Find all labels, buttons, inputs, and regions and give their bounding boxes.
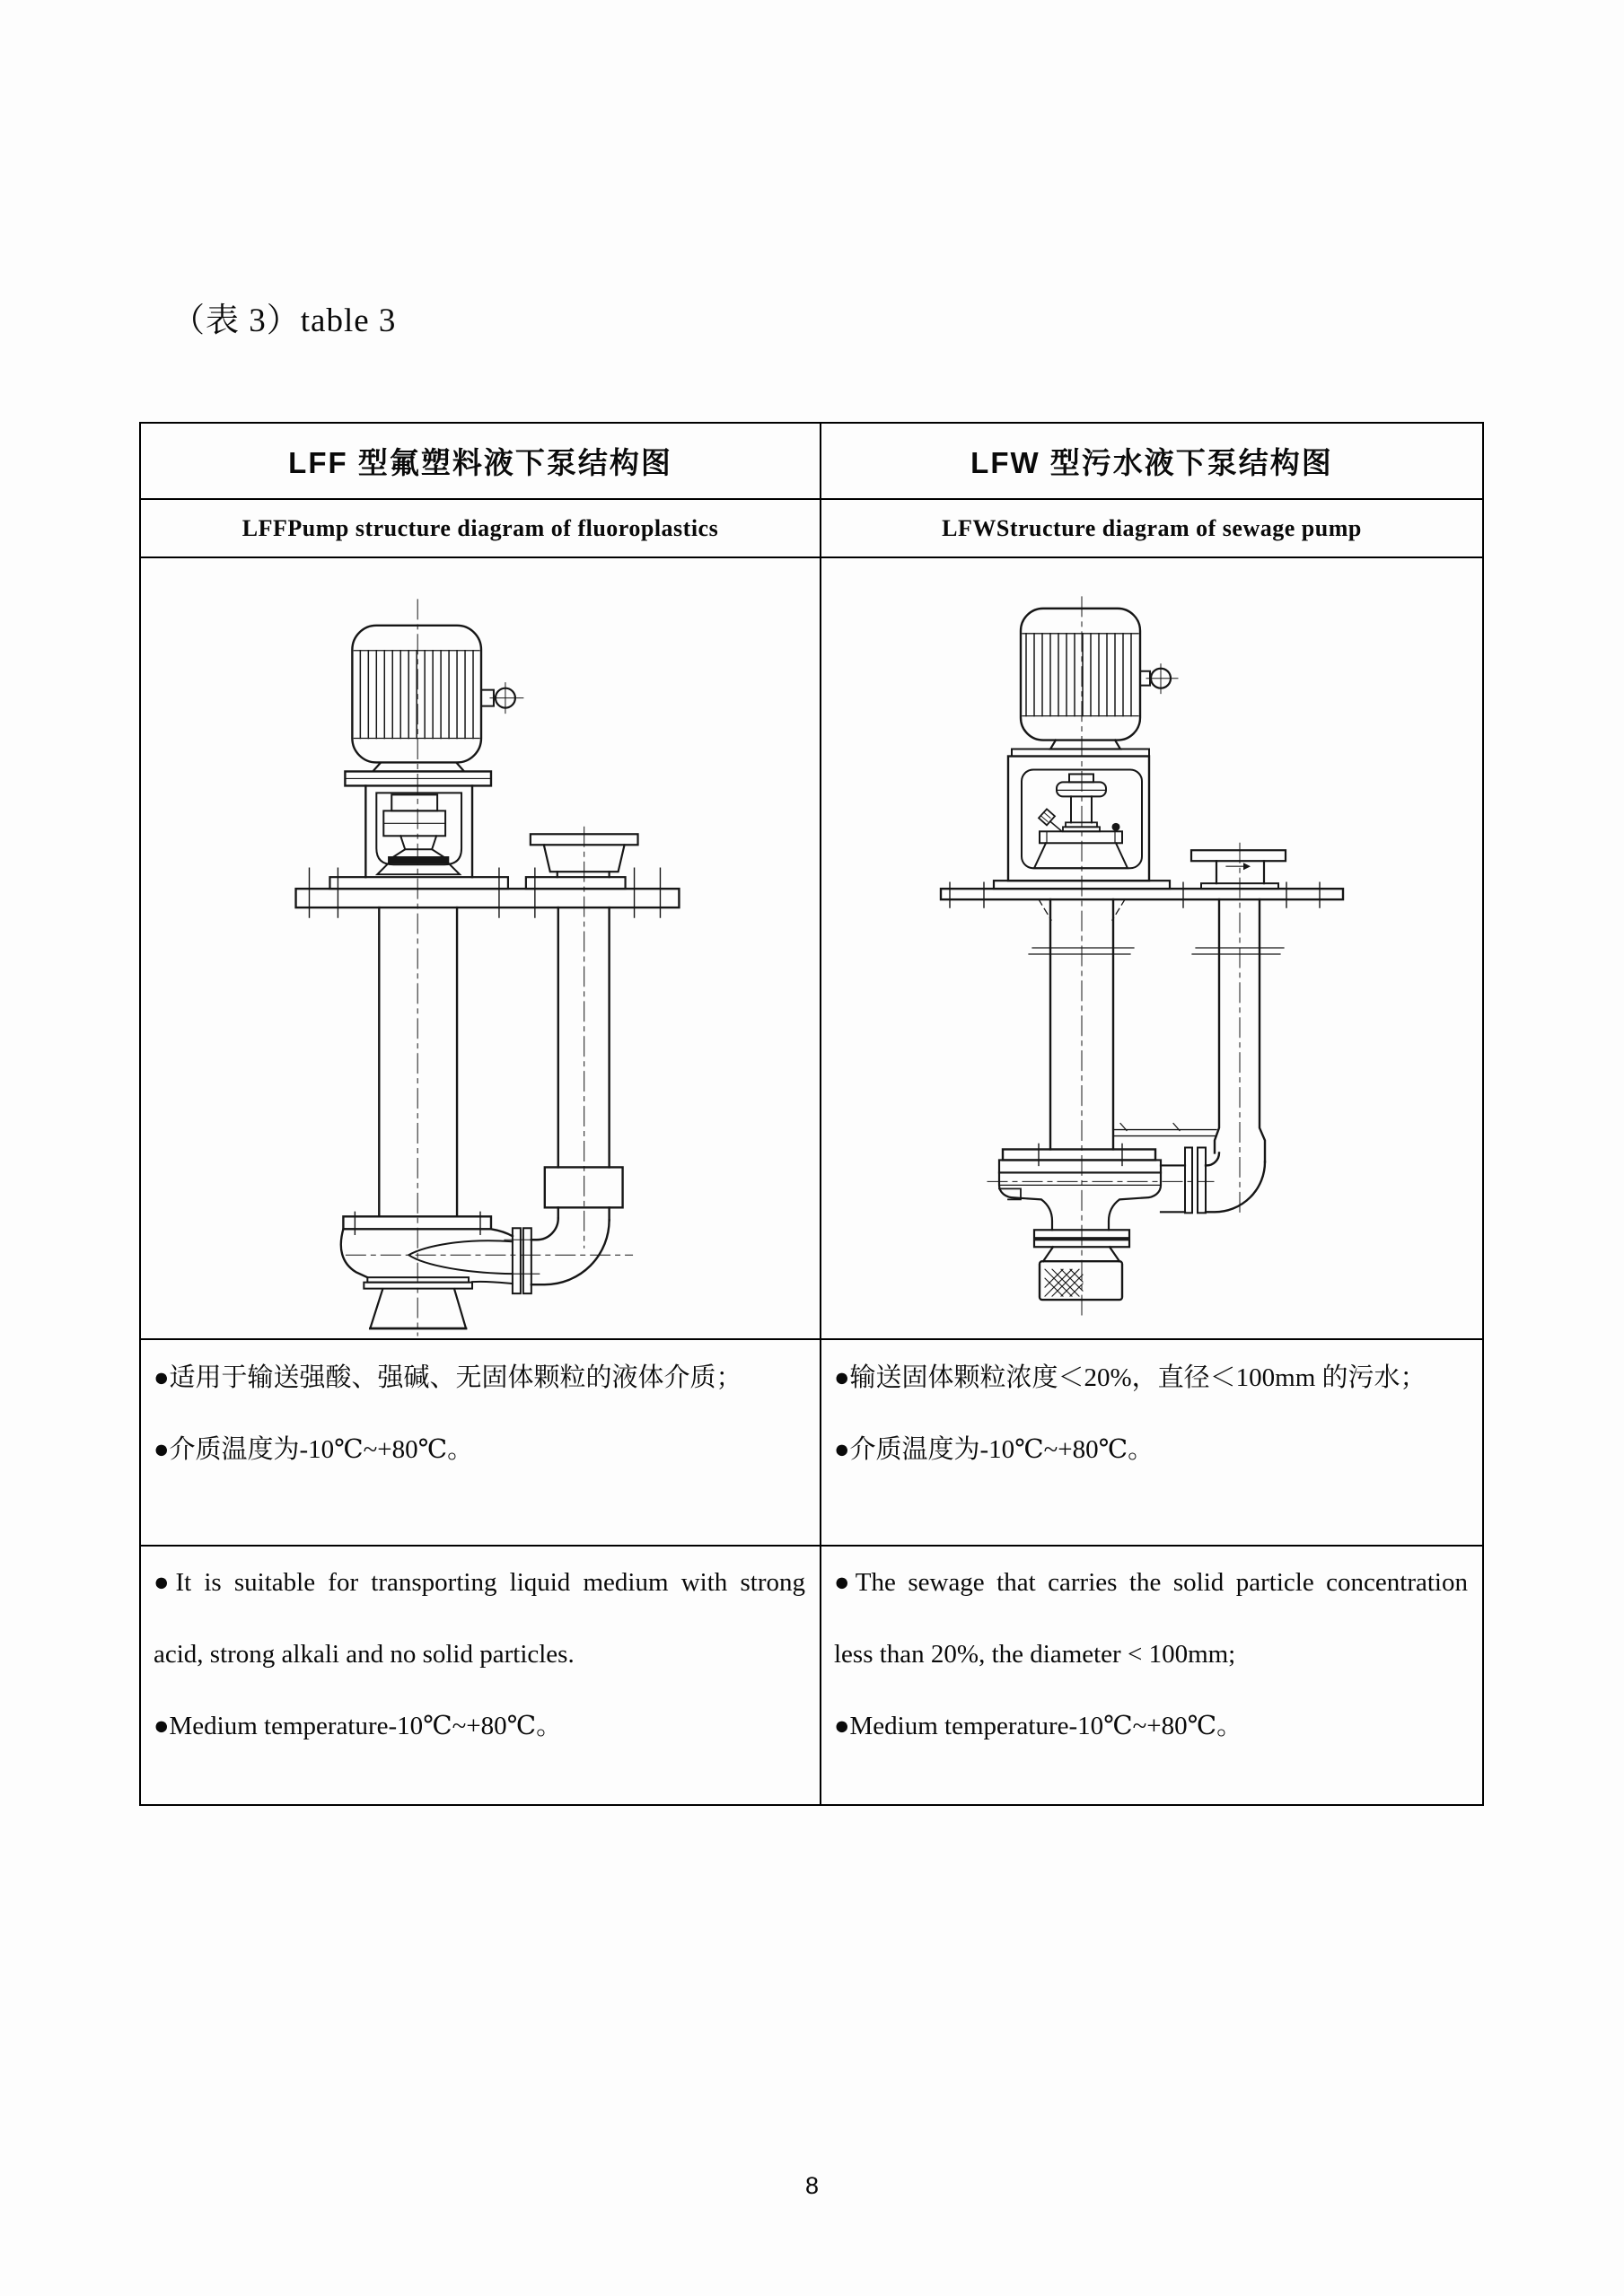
lfw-note-cn-2: ●介质温度为-10℃~+80℃。 xyxy=(834,1435,1154,1464)
lfw-notes-cn xyxy=(821,1340,1482,1547)
lfw-note-en-2: ●Medium temperature-10℃~+80℃。 xyxy=(834,1712,1243,1740)
lfw-notes-en xyxy=(821,1547,1482,1804)
lff-pump-structure-diagram xyxy=(141,558,820,1338)
lff-note-cn-1: ●适用于输送强酸、强碱、无固体颗粒的液体介质； xyxy=(154,1363,742,1392)
lff-diagram-cell xyxy=(141,558,821,1340)
page-number: 8 xyxy=(804,2172,820,2199)
lff-note-en-1: ●It is suitable for transporting liquid medium with strong acid, strong alkali and no solid particles. xyxy=(154,1568,805,1669)
lff-notes-cn xyxy=(141,1340,821,1547)
lfw-note-en-1: ●The sewage that carries the solid particle concentration less than 20%, the diameter < 100mm; xyxy=(834,1568,1468,1669)
lfw-pump-structure-diagram xyxy=(821,558,1482,1338)
lff-note-en-2: ●Medium temperature-10℃~+80℃。 xyxy=(154,1712,563,1740)
lfw-header-en: LFWStructure diagram of sewage pump xyxy=(821,500,1482,558)
lff-notes-en xyxy=(141,1547,821,1804)
lff-header-en: LFFPump structure diagram of fluoroplastics xyxy=(141,500,821,558)
lfw-diagram-cell xyxy=(821,558,1482,1340)
lfw-note-cn-1: ●输送固体颗粒浓度＜20%，直径＜100mm 的污水； xyxy=(834,1363,1426,1392)
lfw-header-cn: LFW 型污水液下泵结构图 xyxy=(821,424,1482,500)
pump-comparison-table xyxy=(139,422,1484,1806)
page-title: （表 3）table 3 xyxy=(171,302,397,339)
lff-note-cn-2: ●介质温度为-10℃~+80℃。 xyxy=(154,1435,474,1464)
lff-header-cn: LFF 型氟塑料液下泵结构图 xyxy=(141,424,821,500)
